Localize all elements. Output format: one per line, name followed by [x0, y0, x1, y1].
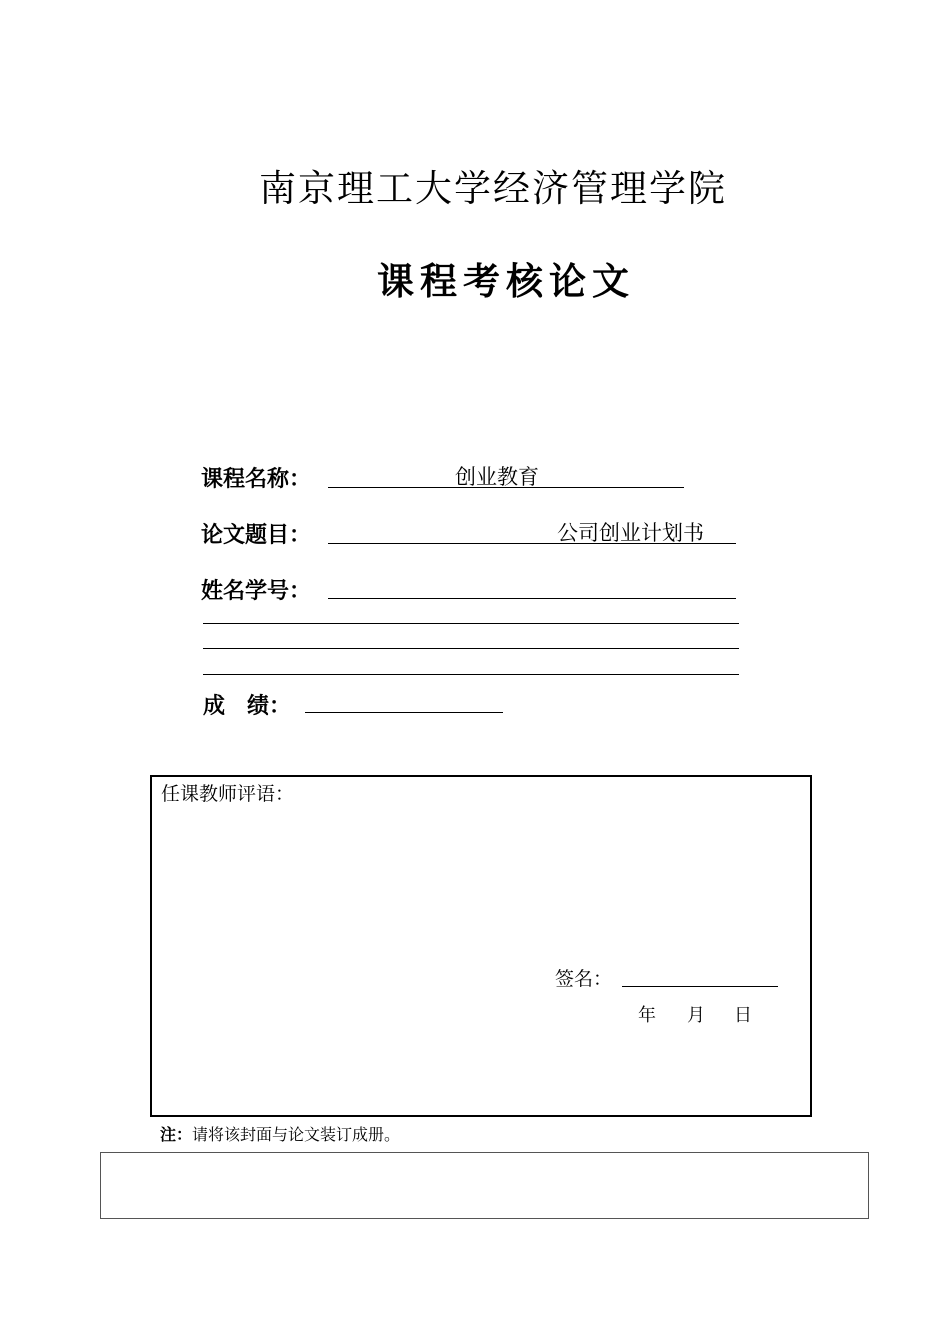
grade-label: 成 绩：	[203, 694, 292, 719]
grade-underline	[305, 712, 503, 713]
topic-value: 公司创业计划书	[557, 521, 704, 545]
note-text: 请将该封面与论文装订成册。	[192, 1125, 401, 1144]
date-day: 日	[734, 1005, 752, 1026]
date-month: 月	[687, 1005, 705, 1026]
course-name-value: 创业教育	[455, 465, 539, 489]
signature-underline	[622, 986, 778, 987]
document-title: 课程考核论文	[377, 260, 635, 303]
teacher-comment-box	[150, 775, 812, 1117]
teacher-comment-label: 任课教师评语：	[161, 783, 295, 805]
school-name: 南京理工大学经济管理学院	[259, 167, 727, 210]
note-prefix: 注：	[160, 1125, 193, 1144]
binding-note	[160, 1122, 400, 1145]
topic-label: 论文题目：	[201, 523, 312, 548]
name-id-underline	[328, 598, 736, 599]
name-id-label: 姓名学号：	[201, 579, 312, 604]
signature-label: 签名：	[555, 968, 613, 990]
empty-box	[100, 1152, 869, 1219]
name-id-line-2	[203, 623, 739, 624]
date-year: 年	[638, 1005, 656, 1026]
course-name-label: 课程名称：	[201, 467, 312, 492]
name-id-line-4	[203, 674, 739, 675]
name-id-line-3	[203, 648, 739, 649]
